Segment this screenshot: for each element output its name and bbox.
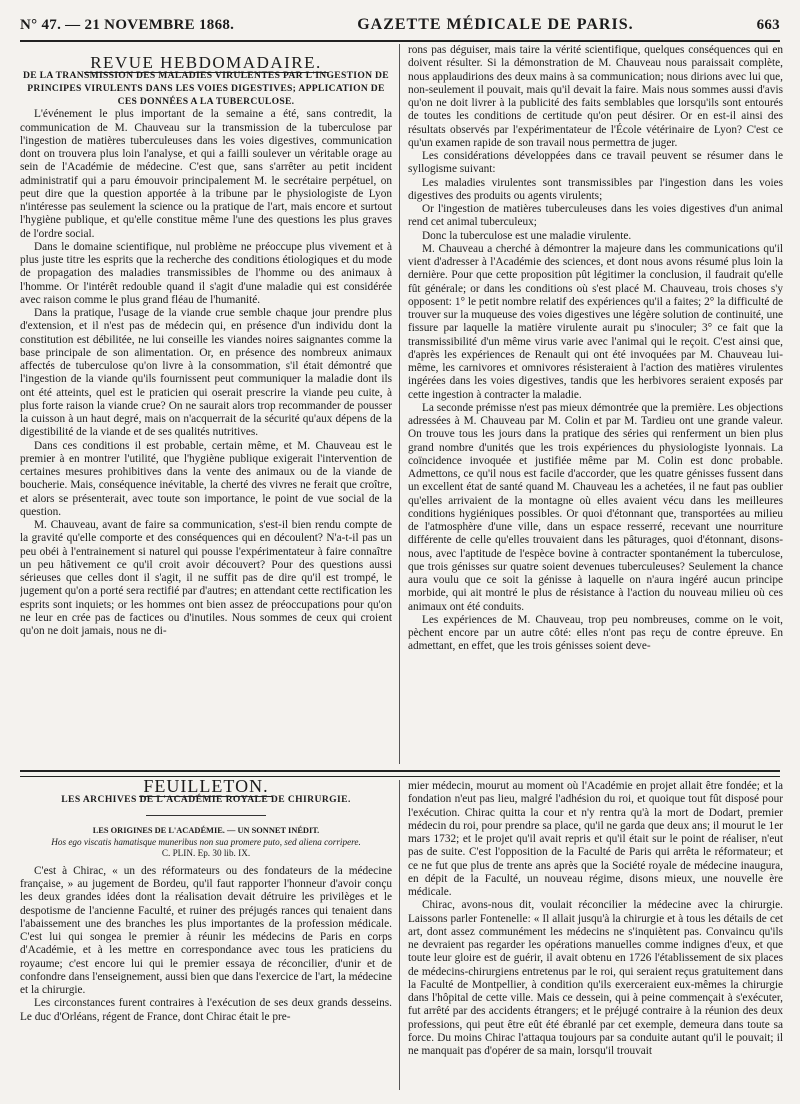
paragraph: Les maladies virulentes sont transmissibles par l'ingestion dans les voies digestives des produits ou agents virulents; [408,176,783,202]
column-divider [399,44,400,764]
paragraph: La seconde prémisse n'est pas mieux démontrée que la première. Les objections adressées à M. Chauveau par M. Colin et par M. Tardieu ont une grande valeur. On trouve tous les jours dans la pratique des séries qui renferment un bien plus grand nombre d'unités que les trois expériences du physiologiste lyonnais. La coïncidence invoquée et justifiée même par M. Colin est donc probable. Admettons, ce qu'il nous est facile d'accorder, que les quatre génisses fussent dans un excellent état de santé quand M. Chauveau les a achetées, il ne faut pas oublier qu'elles arrivaient de la montagne où elles avaient vécu dans les meilleures conditions hygiéniques possibles. Or quoi d'étonnant que, transportées au milieu de l'atmosphère d'une ville, dans un espace resserré, recevant une nourriture différente de celle qu'elles trouvaient dans les pâturages, quoi d'étonnant, disons-nous, avec l'aptitude de l'espèce bovine à contracter spontanément la tuberculose, que trois génisses sur quatre soient devenues tuberculeuses? Seulement la chance aura voulu que ce soit la génisse à laquelle on n'aura ingéré aucun principe morbide, qui ait montré le plus de résistance à l'action du nouveau milieu où ces animaux ont été conduits. [408,401,783,613]
issue-date: N° 47. — 21 NOVEMBRE 1868. [20,16,235,33]
paragraph: Les circonstances furent contraires à l'exécution de ses deux grands desseins. Le duc d'Orléans, régent de France, dont Chirac était le pre- [20,997,392,1023]
feuilleton-heading: FEUILLETON. [20,780,392,793]
column-divider [399,780,400,1090]
page-header [20,10,780,42]
paragraph: Chirac, avons-nous dit, voulait réconcilier la médecine avec la chirurgie. Laissons parler Fontenelle: « Il allait jusqu'à la chirurgie et à tous les détails de cet art, dont assez communément les médecins ne s'inquiètent pas. Convaincu qu'ils ne devraient pas regarder les opérations manuelles comme indignes d'eux, et que toute leur gloire est de guérir, il avait obtenu en 1726 l'établissement de six places de médecins-chirurgiens entretenus par le roi, qui seraient reçus gratuitement dans la Faculté de Montpellier, à condition qu'ils exerceraient eux-mêmes la chirurgie dans l'hôpital de cette ville. Mais ce dessein, qui à peine commençait à s'exécuter, fut arrêté par des accidents étrangers; et le préjugé contraire à la réunion des deux professions, qui peut être eût été ébranlé par cet exemple, demeura dans toute sa force. Du moins Chirac l'attaqua toujours par sa conduite autant qu'il le pouvait; il ne manquait pas d'opérer de sa main, lorsqu'il trouvait [408,899,783,1057]
feuilleton-subheading: LES ARCHIVES DE L'ACADÉMIE ROYALE DE CHIRURGIE. [61,794,351,806]
revue-left-column [20,56,392,764]
paragraph: Les considérations développées dans ce travail peuvent se résumer dans le syllogisme suivant: [408,150,783,176]
revue-heading: REVUE HEBDOMADAIRE. [20,56,392,69]
feuilleton-separator [20,770,780,777]
paragraph: mier médecin, mourut au moment où l'Académie en projet allait être fondée; et la fondation n'eut pas lieu, malgré l'adhésion du roi, et quoique tout fût disposé pour l'exécution. Chirac quitta la cour et n'y rentra qu'à la mort de Dodart, premier médecin du roi, pour prendre sa place, qu'il ne garda que deux ans; il mourut le 1er mars 1732; et le projet qu'il avait repris et qu'il était sur le point de réaliser, n'eut pas de suite. C'est l'opposition de la Faculté de Paris qui arrêta le réformateur; et ce ne fut que plus de trente ans après que la Société royale de médecine inaugura, en dépit de la Faculté, un nouveau régime, disons mieux, une nouvelle ère médicale. [408,780,783,898]
paragraph: Dans le domaine scientifique, nul problème ne préoccupe plus vivement et à plus juste titre les esprits que la recherche des conditions étiologiques et du mode de propagation des maladies transmissibles de l'homme ou des animaux à l'homme. Or l'intérêt redouble quand il s'agit d'une maladie qui est considérée avec raison comme le plus grand fléau de l'humanité. [20,240,392,306]
feuilleton-right-column [408,780,783,1090]
divider [146,815,266,816]
feuilleton-subsubheading: LES ORIGINES DE L'ACADÉMIE. — UN SONNET INÉDIT. [92,825,320,835]
paragraph: Donc la tuberculose est une maladie virulente. [422,229,632,242]
paragraph: Les expériences de M. Chauveau, trop peu nombreuses, comme on le voit, pèchent encore par un autre côté: elles n'ont pas reçu de contre épreuve. En admettant, en effet, que les trois génisses soient deve- [408,613,783,653]
revue-right-column [408,44,783,764]
paragraph: C'est à Chirac, « un des réformateurs ou des fondateurs de la médecine française, » au jugement de Bordeu, qu'il faut rapporter l'honneur d'avoir conçu les deux grandes idées dont la réalisation devait détruire les privilèges et le despotisme de l'ancienne Faculté, et ruiner des préjugés rances qui tenaient dans l'abaissement une des branches les plus importantes de la profession médicale. C'est lui qui songea le premier à réunir les médecins de Paris en corps d'Académie, et à les mettre en correspondance avec tous les praticiens du royaume; c'est encore lui qui le premier essaya de réconcilier, d'unir et de confondre dans l'enseignement, aussi bien que dans l'exercice de l'art, la médecine et la chirurgie. [20,864,392,996]
paragraph: L'événement le plus important de la semaine a été, sans contredit, la communication de M. Chauveau sur la transmission de la tuberculose par l'ingestion de matières tuberculeuses dans les voies digestives, communication dont on trouvera plus loin l'analyse, et qui a failli soulever un véritable orage au sein de l'Académie de médecine. C'est que, sans s'arrêter au petit incident administratif qui a paru émouvoir principalement M. le secrétaire perpétuel, on peut dire que la question apportée à la tribune par le physiologiste de Lyon n'intéresse pas seulement la science ou la pratique de l'art, mais encore et surtout l'hygiène publique, et qu'elle constitue même l'une des questions les plus graves de l'ordre social. [20,108,392,240]
paragraph: rons pas déguiser, mais taire la vérité scientifique, quelques conséquences qui en doivent résulter. Si la démonstration de M. Chauveau nous paraissait complète, nous applaudirions des deux mains à sa communication; nous dirions avec lui que, non-seulement il pouvait, mais qu'il devait la faire. Mais nous sommes aussi d'avis qu'on ne doit livrer à la publicité des faits semblables que lorsqu'ils sont entourés de toutes les conditions de certitude qu'on peut désirer. Or en est-il ainsi des résultats observés par l'expérimentateur de l'École vétérinaire de Lyon? C'est ce qu'un examen rapide de son travail nous permettra de juger. [408,44,783,149]
journal-title: GAZETTE MÉDICALE DE PARIS. [357,16,634,33]
revue-subheading: DE LA TRANSMISSION DES MALADIES VIRULENTES PAR L'INGESTION DE PRINCIPES VIRULENTS DANS LES VOIES DIGESTIVES; APPLICATION DE CES DONNÉES A LA TUBERCULOSE. [23,70,389,108]
paragraph: Or l'ingestion de matières tuberculeuses dans les voies digestives d'un animal rend cet animal tuberculeux; [408,203,783,229]
feuilleton-left-column [20,780,392,1090]
paragraph: M. Chauveau, avant de faire sa communication, s'est-il bien rendu compte de la gravité qu'elle comporte et des conséquences qui en découlent? N'a-t-il pas un peu obéi à l'entrainement si naturel qui pousse l'expérimentateur à faire connaître un peu hâtivement ce qu'il croit avoir découvert? Pour des questions aussi sérieuses que celles dont il s'agit, il ne suffit pas de dire qu'il est trompé, le jugement qu'on a porté sera rectifié par d'autres; en attendant cette rectification les esprits sont inquiets; or les hommes ont bien assez de préoccupations pour qu'on ne leur en crée pas de factices ou d'inutiles. Nous sommes de ceux qui croient qu'on ne doit jamais, nous ne di- [20,519,392,637]
epigraph-quote: Hos ego viscatis hamatisque muneribus non sua promere puto, sed aliena corripere. [51,836,361,847]
paragraph: Dans ces conditions il est probable, certain même, et M. Chauveau est le premier à en montrer l'utilité, que l'hygiène publique exigerait l'intervention de certaines mesures prohibitives dans la vente des animaux ou de la viande de boucherie. Mais, conséquence inévitable, la cherté des vivres ne ferait que croître, et alors se présenterait, avec toute son importance, le point de vue social de la question. [20,439,392,518]
paragraph: M. Chauveau a cherché à démontrer la majeure dans les communications qu'il vient d'adresser à l'Académie des sciences, et dont nous avons résumé plus loin la dernière. Pour que cette proposition pût légitimer la conclusion, il faudrait qu'elle fût générale; or dans les conditions où s'est placé M. Chauveau, trois choses s'y opposent: 1° le petit nombre relatif des expériences qu'il a faites; 2° la difficulté de trouver sur la muqueuse des voies digestives une légère solution de continuité, une fissure par laquelle la matière virulente aurait pu s'inoculer; 3° ce fait que la transmissibilité d'un même virus varie avec l'animal qui le reçoit. C'est ainsi que, d'après les expériences de Renault qui ont été invoquées par M. Chauveau lui-même, les carnivores et omnivores résisteraient à l'action des matières virulentes ingérées dans les voies digestives, tandis que les herbivores seraient exposés par cette ingestion à contracter la maladie. [408,242,783,401]
paragraph: Dans la pratique, l'usage de la viande crue semble chaque jour prendre plus d'extension, et il n'est pas de médecin qui, en présence d'un individu dont la constitution est débilitée, ne lui conseille les viandes noires saignantes comme la base principale de son alimentation. Or, en présence des nombreux animaux affectés de tuberculose qu'on livre à la consommation, s'il était démontré que l'ingestion de la viande qu'ils fournissent peut communiquer la maladie dont ils ont été atteints, quel est le praticien qui oserait prescrire la viande peu cuite, à plus forte raison la viande crue? On ne saurait alors trop recommander de pousser la cuisson à un haut degré, mais on n'acquerrait de la sécurité qu'aux dépens de la digestibilité de la viande et de ses qualités nutritives. [20,307,392,439]
page-number: 663 [756,16,780,33]
epigraph-source: C. PLIN. Ep. 30 lib. IX. [161,847,251,858]
